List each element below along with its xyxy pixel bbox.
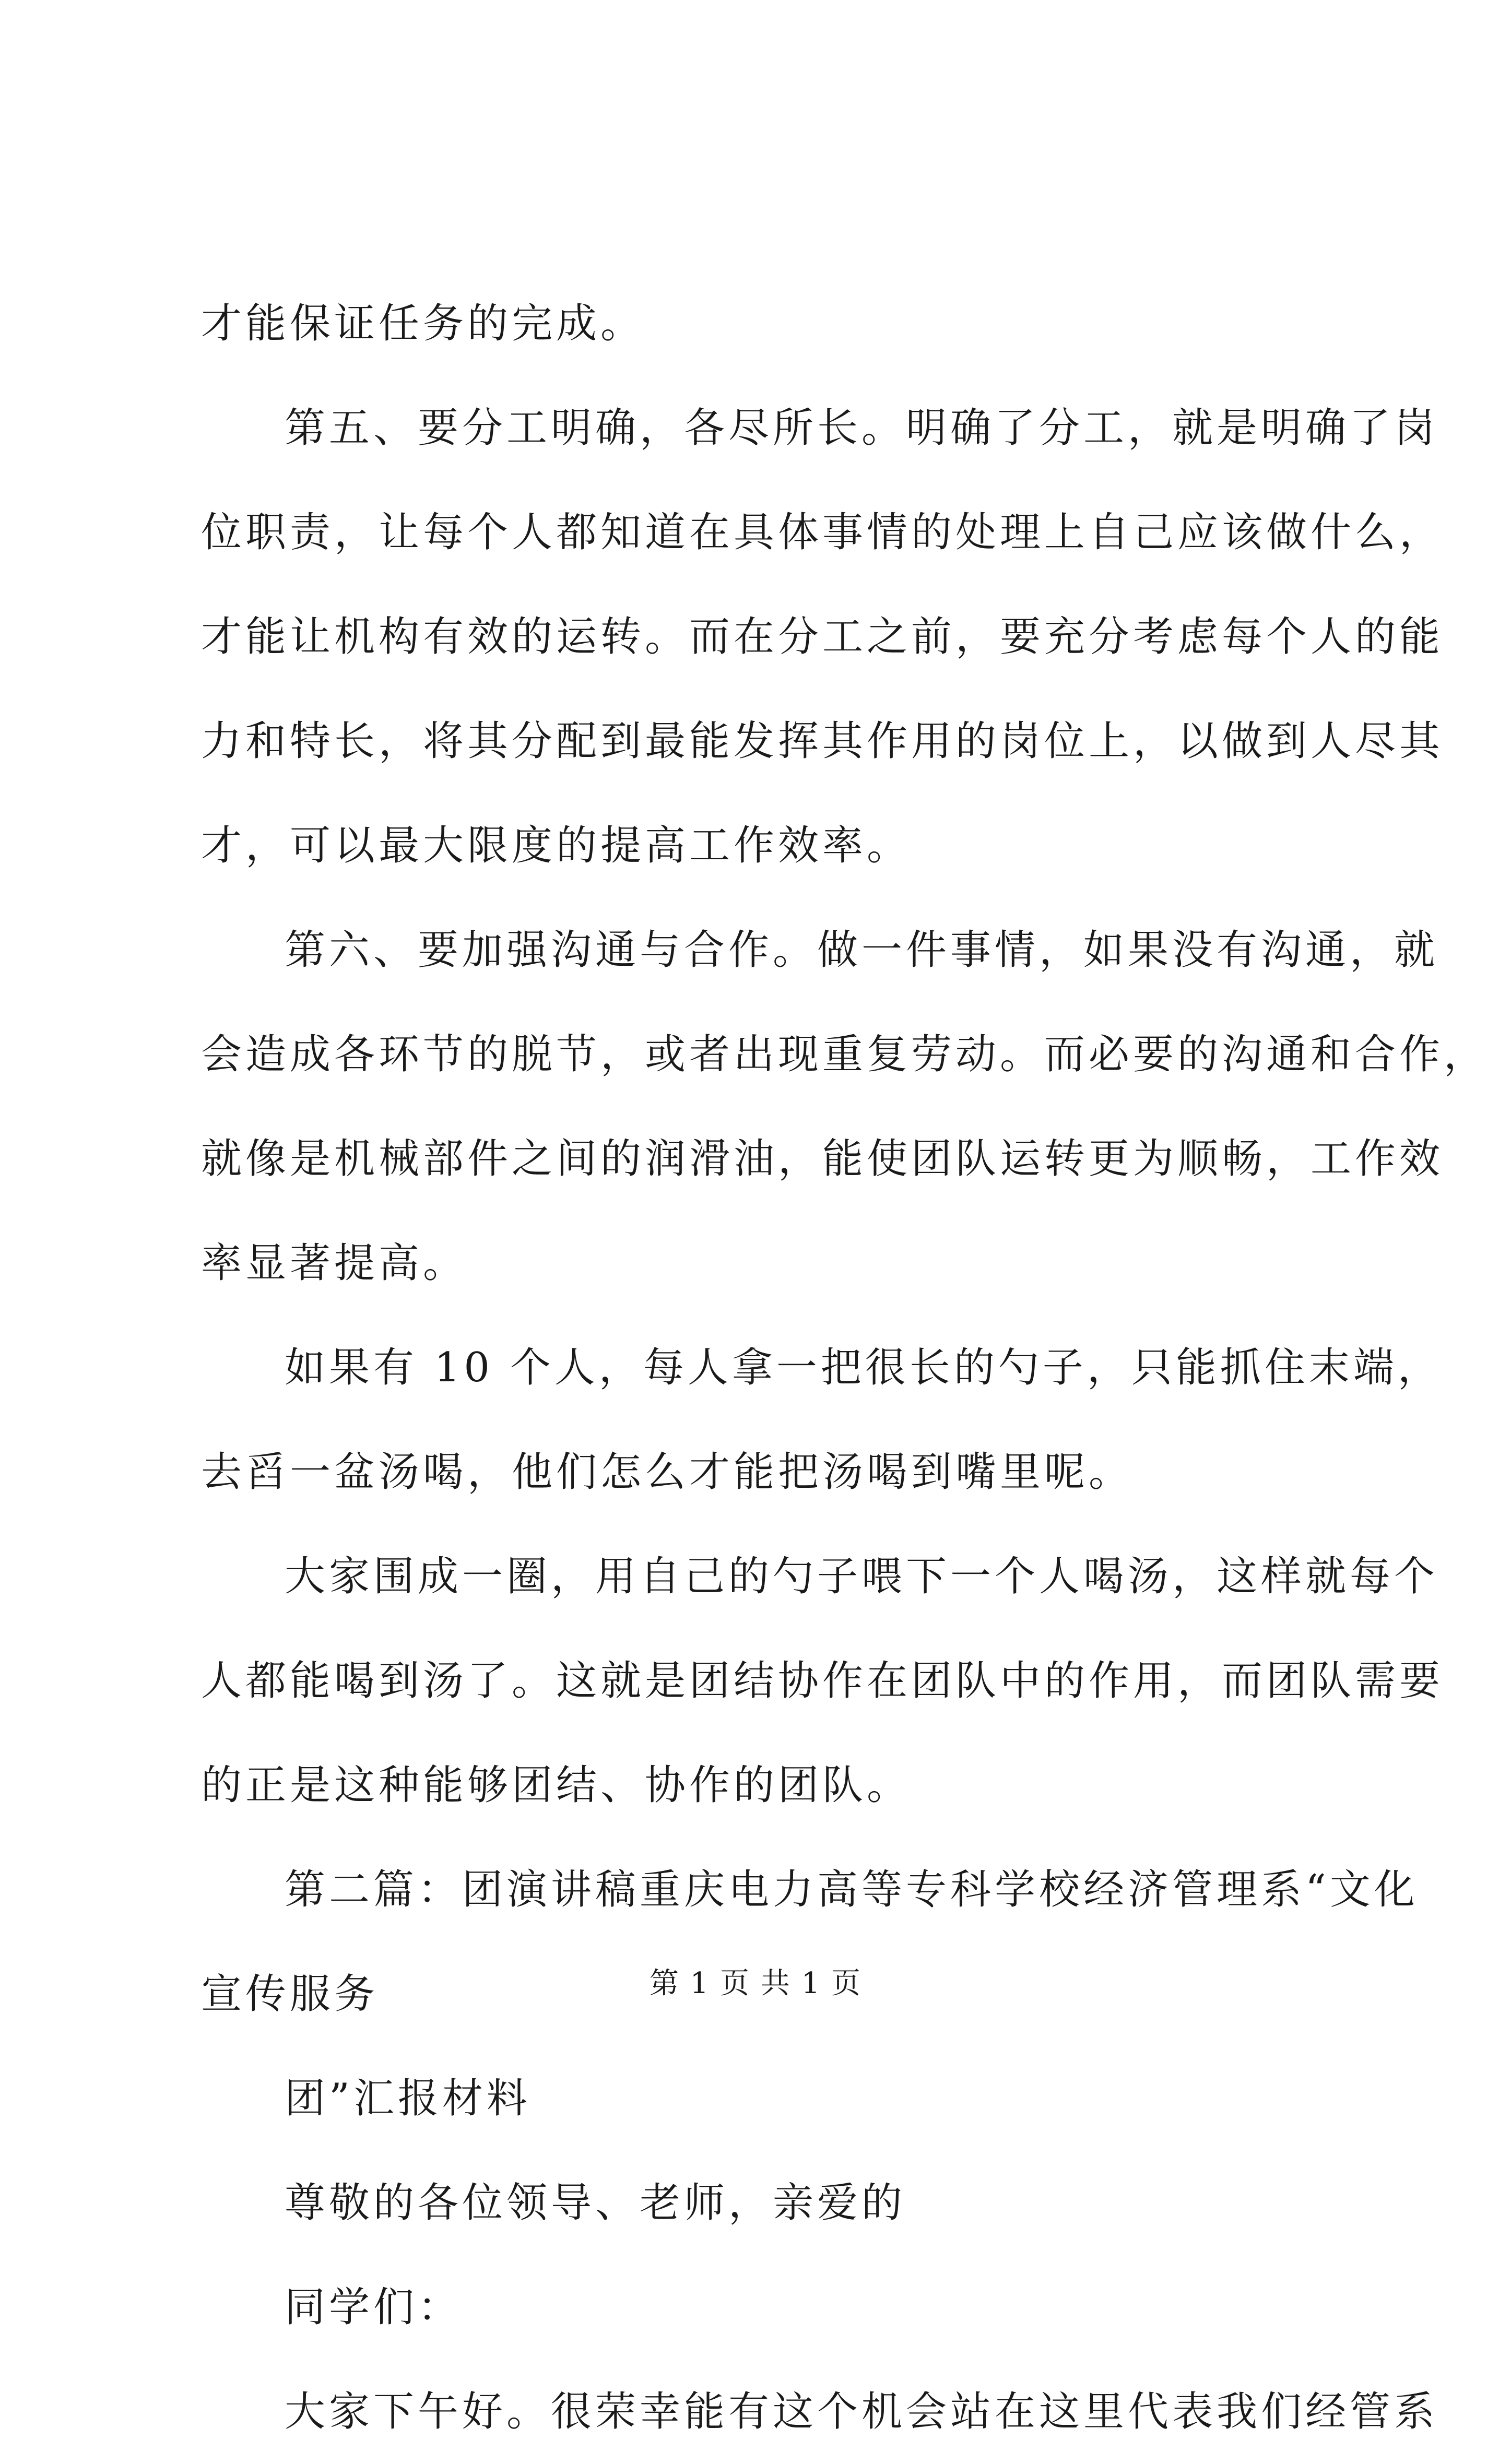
text-line: 力和特长，将其分配到最能发挥其作用的岗位上，以做到人尽其 bbox=[201, 718, 1444, 765]
text-line: 如果有 10 个人，每人拿一把很长的勺子，只能抓住末端， bbox=[285, 1344, 1442, 1391]
text-line: 去舀一盆汤喝，他们怎么才能把汤喝到嘴里呢。 bbox=[201, 1449, 1134, 1496]
text-line: 第二篇：团演讲稿重庆电力高等专科学校经济管理系“文化 bbox=[285, 1866, 1419, 1913]
text-line: 就像是机械部件之间的润滑油，能使团队运转更为顺畅，工作效 bbox=[201, 1135, 1444, 1182]
text-line: 团”汇报材料 bbox=[285, 2075, 531, 2122]
text-line: 会造成各环节的脱节，或者出现重复劳动。而必要的沟通和合作， bbox=[201, 1031, 1489, 1078]
text-line: 才，可以最大限度的提高工作效率。 bbox=[201, 822, 912, 869]
text-line: 同学们： bbox=[285, 2284, 463, 2331]
text-line: 宣传服务 bbox=[201, 1971, 379, 2018]
text-line: 人都能喝到汤了。这就是团结协作在团队中的作用，而团队需要 bbox=[201, 1657, 1444, 1704]
text-line: 才能让机构有效的运转。而在分工之前，要充分考虑每个人的能 bbox=[201, 613, 1444, 660]
text-line: 第五、要分工明确，各尽所长。明确了分工，就是明确了岗 bbox=[285, 405, 1439, 452]
text-line: 的正是这种能够团结、协作的团队。 bbox=[201, 1762, 912, 1809]
text-line: 尊敬的各位领导、老师，亲爱的 bbox=[285, 2179, 906, 2226]
text-line: 大家围成一圈，用自己的勺子喂下一个人喝汤，这样就每个 bbox=[285, 1553, 1439, 1600]
text-line: 第六、要加强沟通与合作。做一件事情，如果没有沟通，就 bbox=[285, 927, 1439, 974]
text-line: 才能保证任务的完成。 bbox=[201, 300, 645, 347]
text-line: 大家下午好。很荣幸能有这个机会站在这里代表我们经管系 bbox=[285, 2388, 1439, 2435]
text-line: 率显著提高。 bbox=[201, 1240, 468, 1287]
text-line: 位职责，让每个人都知道在具体事情的处理上自己应该做什么， bbox=[201, 509, 1444, 556]
document-body bbox=[201, 271, 1489, 2464]
page-footer: 第 1 页 共 1 页 bbox=[649, 1967, 862, 2000]
